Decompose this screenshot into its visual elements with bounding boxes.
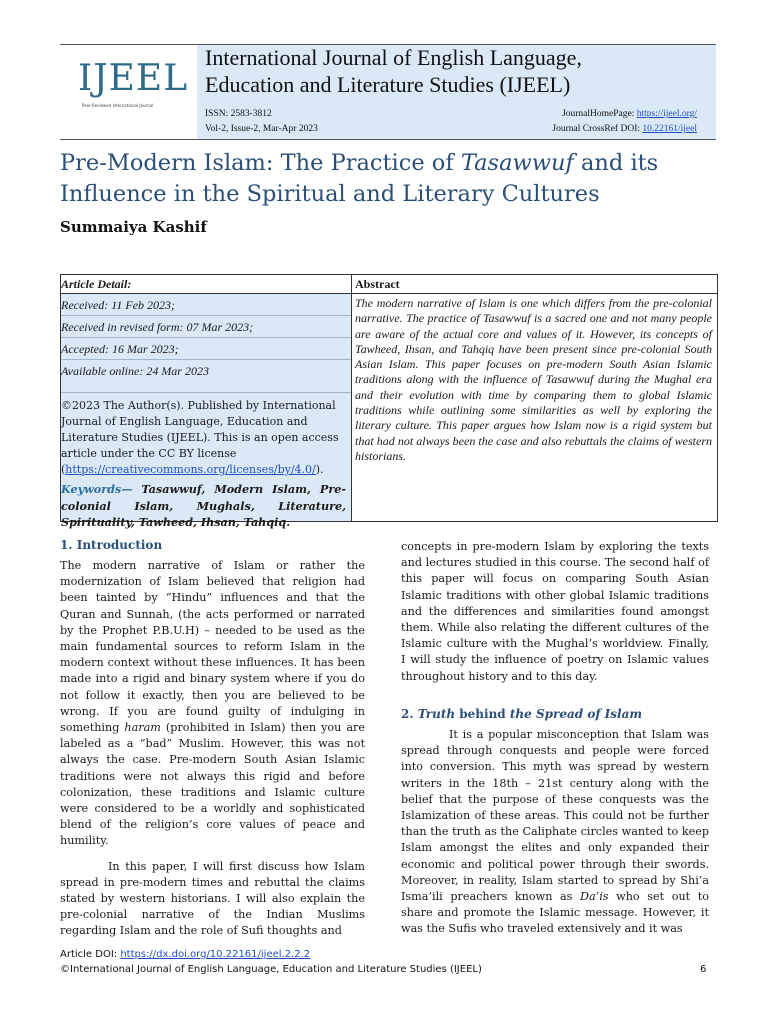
- keywords: [61, 481, 346, 531]
- left-column: [60, 558, 365, 940]
- sec2-p-a: It is a popular misconception that Islam was spread through conquests and people were forced into conversion. This myth was spread by western writers in the 18th – 21st century along with the belief that the purpose of these conquests was the Islamization of these areas. This could not be further than the truth as the Caliphate circles wanted to keep Islam amongst the elites and only expanded their economic and political power through their swords. Moreover, in reality, Islam started to spread by Shi’a Isma’ili preachers known as: [401, 728, 709, 904]
- separator: [61, 337, 351, 338]
- paper-title: [60, 148, 720, 210]
- online-date: Available online: 24 Mar 2023: [61, 364, 209, 378]
- crossref-link[interactable]: 10.22161/ijeel: [642, 124, 697, 134]
- sec2-p-b: who set out to share and promote the Islamic message. However, it was the Sufis who traveled extensively and it was: [401, 890, 709, 936]
- intro-paragraph-1: [60, 558, 365, 850]
- intro-p1-b: (prohibited in Islam) then you are labeled as a “bad” Muslim. However, this was not always the case. Pre-modern South Asian Islamic traditions were not always this rigid and before colonization, these traditions and Islamic culture were considered to be a worldly and sophisticated blend of the religion’s core values of peace and humility.: [60, 721, 365, 848]
- header-bottom-rule: [60, 139, 716, 140]
- license-end: ).: [315, 463, 324, 476]
- accepted-date: Accepted: 16 Mar 2023;: [61, 342, 179, 356]
- article-detail-header: [61, 275, 352, 294]
- journal-homepage: [562, 109, 697, 119]
- title-part1: Pre-Modern Islam: The Practice of: [60, 150, 461, 176]
- right-column-top: [401, 539, 709, 685]
- volume-issue: Vol-2, Issue-2, Mar-Apr 2023: [205, 124, 318, 134]
- journal-logo: [60, 45, 197, 139]
- section-introduction-heading: 1. Introduction: [60, 538, 163, 552]
- article-info-table: [60, 274, 718, 529]
- received-date: Received: 11 Feb 2023;: [61, 298, 176, 312]
- separator: [61, 315, 351, 316]
- right-column-bottom: [401, 727, 709, 938]
- title-part2: and its: [573, 150, 659, 176]
- homepage-link[interactable]: https://ijeel.org/: [636, 109, 697, 119]
- title-italic: Tasawwuf: [460, 150, 574, 176]
- journal-title-line1: International Journal of English Language,: [205, 45, 582, 70]
- section-2-heading: [401, 707, 642, 721]
- article-detail-heading: Article Detail:: [61, 277, 132, 291]
- journal-title-line2: Education and Literature Studies (IJEEL): [205, 72, 571, 97]
- intro-p1-haram: haram: [124, 721, 161, 735]
- logo-text: IJEEL: [78, 58, 189, 99]
- intro-p1-a: The modern narrative of Islam or rather the modernization of Islam believed that religion had been tainted by “Hindu” influences and that the Quran and Sunnah, (the acts performed or narrated by the Prophet P.B.U.H) – needed to be used as the main fundamental sources to reform Islam in the modern context without these influences. It has been made into a rigid and binary system where if you do not follow it exactly, then you are believed to be wrong. If you are found guilty of indulging in something: [60, 559, 365, 735]
- title-line2: Influence in the Spiritual and Literary Cultures: [60, 181, 600, 207]
- section-2-paragraph: [401, 727, 709, 938]
- author-name: Summaiya Kashif: [60, 218, 207, 236]
- issn: ISSN: 2583-3812: [205, 109, 272, 119]
- article-detail-cell: [61, 294, 352, 529]
- doi-link[interactable]: https://dx.doi.org/10.22161/ijeel.2.2.2: [120, 949, 311, 960]
- license-text: ©2023 The Author(s). Published by International Journal of English Language, Education and Literature Studies (IJEEL). This is an open access article under the CC BY license (: [61, 399, 339, 476]
- sec2-dais: Da’is: [580, 890, 609, 904]
- license-statement: [61, 398, 346, 478]
- intro-paragraph-2: In this paper, I will first discuss how Islam spread in pre-modern times and rebuttal the claims stated by western historians. I will also explain the pre-colonial narrative of the Indian Muslims regarding Islam and the role of Sufi thoughts and: [60, 859, 365, 938]
- sec2-mid: behind: [455, 707, 510, 721]
- sec2-number: 2.: [401, 707, 418, 721]
- keywords-list: Tasawwuf, Modern Islam, Pre-colonial Islam, Mughals, Literature, Spirituality, Tawheed, Ihsan, Tahqiq.: [61, 482, 346, 529]
- sec2-truth: Truth: [417, 707, 456, 721]
- logo-subtitle: Peer-Reviewed International Journal: [82, 103, 154, 108]
- page-number: 6: [700, 964, 707, 975]
- journal-title: [205, 44, 710, 98]
- sec2-end: the Spread of Islam: [509, 707, 643, 721]
- homepage-label: JournalHomePage:: [562, 109, 635, 119]
- abstract-cell: [352, 294, 717, 521]
- abstract-heading: Abstract: [355, 277, 400, 291]
- abstract-header: [352, 275, 717, 294]
- crossref-label: Journal CrossRef DOI:: [552, 124, 640, 134]
- separator: [61, 392, 351, 393]
- doi-label: Article DOI:: [60, 949, 121, 960]
- journal-crossref: [552, 124, 697, 134]
- license-link[interactable]: https://creativecommons.org/licenses/by/4.0/: [65, 463, 316, 476]
- article-doi: [60, 949, 310, 960]
- footer-copyright: ©International Journal of English Language, Education and Literature Studies (IJEEL): [60, 964, 482, 975]
- revised-date: Received in revised form: 07 Mar 2023;: [61, 320, 254, 334]
- abstract-text: The modern narrative of Islam is one which differs from the pre-colonial narrative. The practice of Tasawwuf is a sacred one and not many people are aware of the actual core and values of it. However, its concepts of Tawheed, Ihsan, and Tahqiq have been present since pre-colonial South Asian Islam. This paper focuses on pre-modern South Asian Islamic traditions along with the influence of Tasawwuf during the Mughal era and their evolution with time by comparing them to global Islamic traditions while outlining some similarities as well by exploring the literary culture. This paper argues how Islam now is a rigid system but that had not always been the case and also rebuttals the claims of western historians.: [355, 296, 712, 463]
- intro-paragraph-continued: concepts in pre-modern Islam by exploring the texts and lectures studied in this course. The second half of this paper will focus on comparing South Asian Islamic traditions with other global Islamic traditions and the differences and similarities found amongst them. While also relating the different cultures of the Islamic culture with the Mughal’s worldview. Finally, I will study the influence of poetry on Islamic values throughout history and to this day.: [401, 540, 709, 683]
- separator: [61, 359, 351, 360]
- keywords-label: Keywords—: [61, 482, 133, 496]
